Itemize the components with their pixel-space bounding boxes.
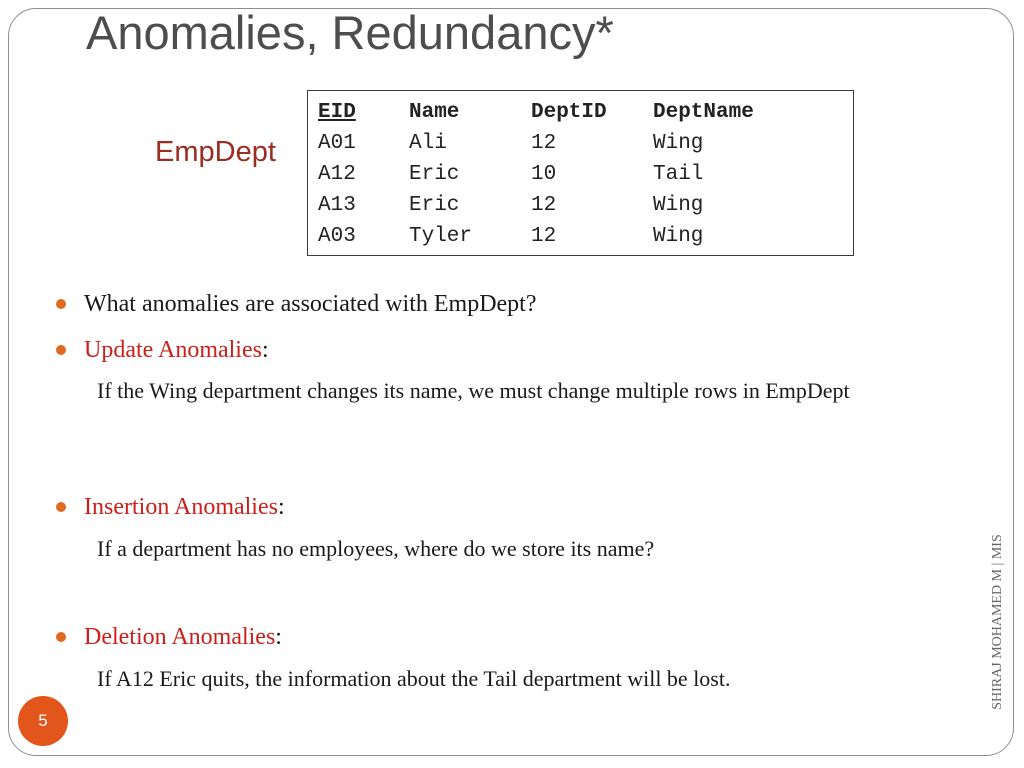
insertion-anomalies-label: Insertion Anomalies bbox=[84, 494, 278, 520]
table-row bbox=[318, 190, 793, 221]
header-deptname: DeptName bbox=[653, 101, 754, 124]
table-cell: Eric bbox=[409, 194, 460, 217]
table-row bbox=[318, 159, 793, 190]
deletion-anomalies-label: Deletion Anomalies bbox=[84, 624, 276, 650]
header-eid-label: EID bbox=[318, 101, 356, 124]
table-cell: 10 bbox=[531, 163, 557, 186]
deletion-anomalies-colon: : bbox=[275, 624, 282, 650]
header-deptid: DeptID bbox=[531, 101, 607, 124]
table-cell: Wing bbox=[653, 194, 704, 217]
bullet-dot-icon bbox=[56, 299, 66, 309]
table-cell: A12 bbox=[318, 163, 356, 186]
bullet-dot-icon bbox=[56, 345, 66, 355]
slide-title: Anomalies, Redundancy* bbox=[86, 6, 614, 59]
update-anomalies-detail: If the Wing department changes its name, we must change multiple rows in EmpDept bbox=[97, 378, 850, 403]
empdept-table bbox=[318, 97, 793, 252]
side-footer-text: SHIRAJ MOHAMED M | MIS bbox=[990, 534, 1005, 710]
table-cell: Ali bbox=[409, 132, 447, 155]
update-anomalies-colon: : bbox=[261, 337, 269, 363]
table-cell: 12 bbox=[531, 225, 557, 248]
empdept-table-box bbox=[307, 90, 854, 256]
bullet-update-heading bbox=[84, 335, 269, 365]
table-header-row bbox=[318, 97, 793, 128]
table-cell: A01 bbox=[318, 132, 356, 155]
bullet-question-text: What anomalies are associated with EmpDept? bbox=[84, 291, 537, 317]
table-cell: A13 bbox=[318, 194, 356, 217]
side-footer bbox=[980, 508, 1016, 736]
table-cell: Wing bbox=[653, 225, 704, 248]
table-row bbox=[318, 128, 793, 159]
header-eid bbox=[318, 97, 409, 128]
insertion-anomalies-colon: : bbox=[277, 494, 285, 520]
table-cell: Tyler bbox=[409, 225, 473, 248]
bullet-insertion-heading bbox=[84, 492, 285, 522]
bullet-deletion-heading bbox=[84, 622, 282, 652]
deletion-anomalies-detail: If A12 Eric quits, the information about the Tail department will be lost. bbox=[97, 666, 731, 691]
table-row bbox=[318, 221, 793, 252]
page-number-badge: 5 bbox=[18, 696, 68, 746]
table-cell: Eric bbox=[409, 163, 460, 186]
update-anomalies-label: Update Anomalies bbox=[84, 337, 262, 363]
table-cell: Wing bbox=[653, 132, 704, 155]
header-name: Name bbox=[409, 101, 460, 124]
table-cell: 12 bbox=[531, 194, 557, 217]
table-cell: Tail bbox=[653, 163, 704, 186]
table-cell: 12 bbox=[531, 132, 557, 155]
insertion-anomalies-detail: If a department has no employees, where do we store its name? bbox=[97, 536, 655, 561]
bullet-dot-icon bbox=[56, 632, 66, 642]
bullet-dot-icon bbox=[56, 502, 66, 512]
table-label: EmpDept bbox=[155, 136, 276, 168]
table-cell: A03 bbox=[318, 225, 356, 248]
